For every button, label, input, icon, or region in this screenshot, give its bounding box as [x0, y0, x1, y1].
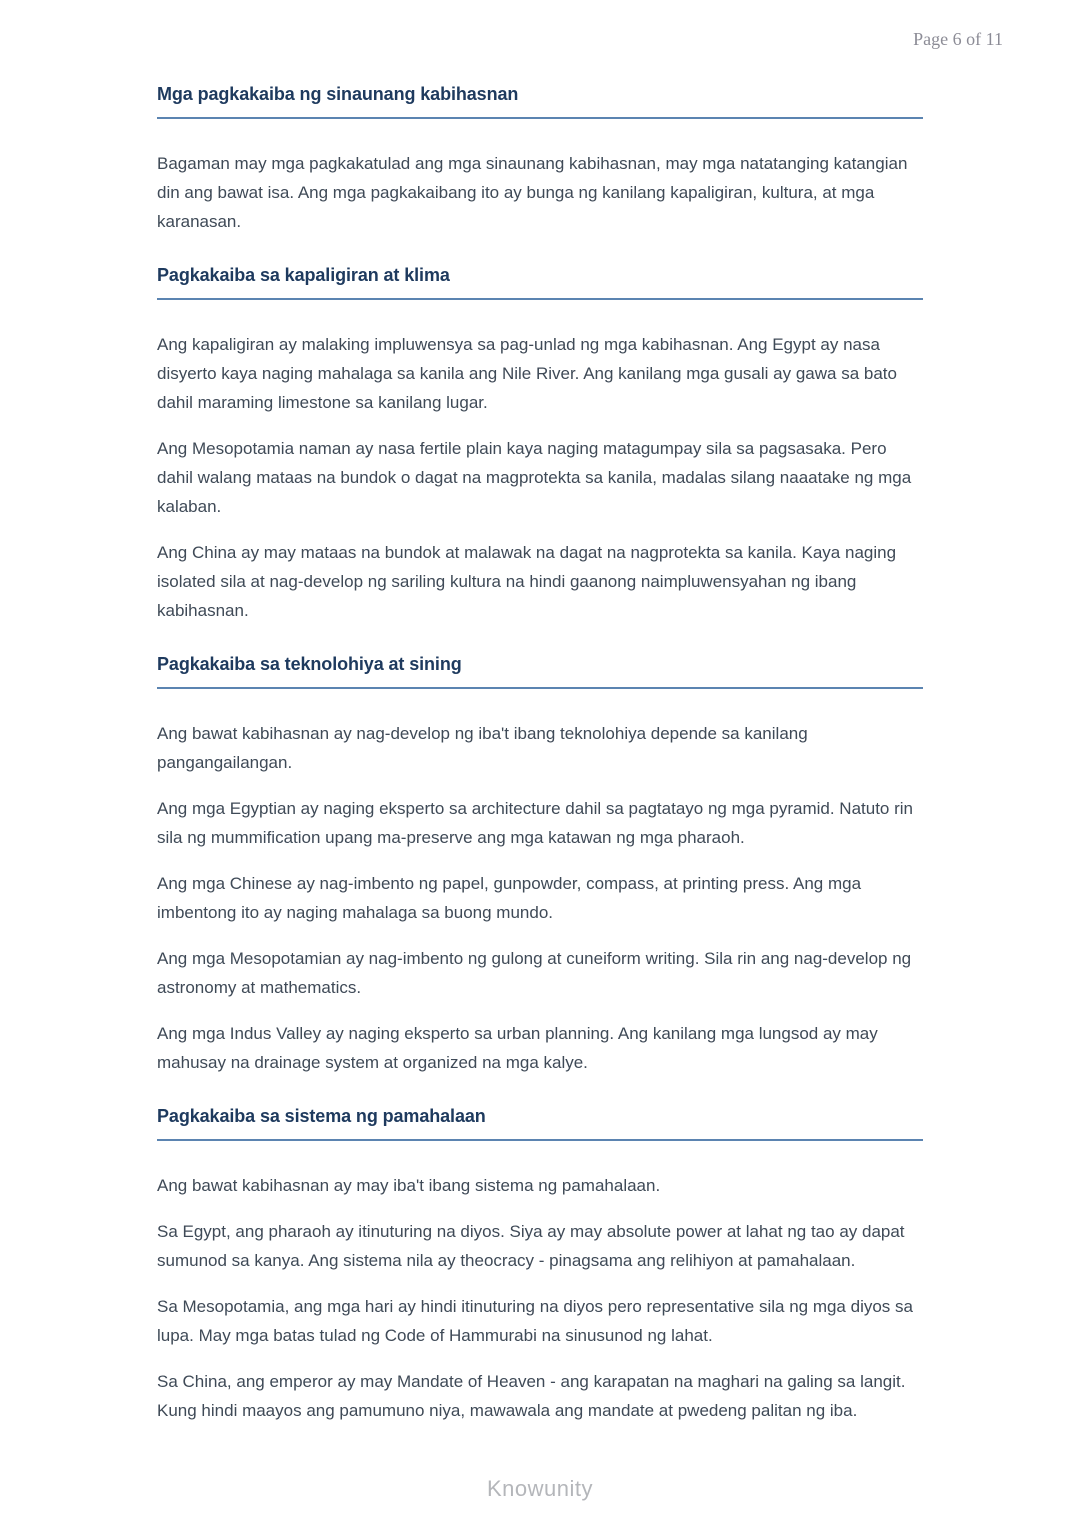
paragraph: Ang Mesopotamia naman ay nasa fertile plain kaya naging matagumpay sila sa pagsasaka. Pero dahil walang mataas na bundok o dagat na magprotekta sa kanila, madalas silang naaatake ng mga kalaban.: [157, 439, 912, 516]
page-number: Page 6 of 11: [913, 29, 1003, 49]
paragraph: Ang bawat kabihasnan ay nag-develop ng iba't ibang teknolohiya depende sa kanilang pangangailangan.: [157, 724, 808, 772]
paragraph: Ang mga Egyptian ay naging eksperto sa architecture dahil sa pagtatayo ng mga pyramid. Natuto rin sila ng mummification upang ma-preserve ang mga katawan ng mga pharaoh.: [157, 799, 913, 847]
section-divider: [157, 687, 923, 689]
section-divider: [157, 1139, 923, 1141]
paragraph: Ang kapaligiran ay malaking impluwensya sa pag-unlad ng mga kabihasnan. Ang Egypt ay nasa disyerto kaya naging mahalaga sa kanila ang Nile River. Ang kanilang mga gusali ay gawa sa bato dahil maraming limestone sa kanilang lugar.: [157, 335, 897, 412]
section-environment-climate: [157, 265, 923, 625]
paragraph: Sa Egypt, ang pharaoh ay itinuturing na diyos. Siya ay may absolute power at lahat ng tao ay dapat sumunod sa kanya. Ang sistema nila ay theocracy - pinagsama ang relihiyon at pamahalaan.: [157, 1222, 905, 1270]
paragraph: Sa Mesopotamia, ang mga hari ay hindi itinuturing na diyos pero representative sila ng mga diyos sa lupa. May mga batas tulad ng Code of Hammurabi na sinusunod ng lahat.: [157, 1297, 913, 1345]
section-technology-arts: [157, 654, 923, 1077]
footer-brand: Knowunity: [486, 1476, 593, 1501]
section-heading: Mga pagkakaiba ng sinaunang kabihasnan: [157, 84, 519, 104]
content: [157, 0, 923, 1454]
section-heading: Pagkakaiba sa kapaligiran at klima: [157, 265, 450, 285]
paragraph: Ang mga Indus Valley ay naging eksperto sa urban planning. Ang kanilang mga lungsod ay may mahusay na drainage system at organized na mga kalye.: [157, 1024, 878, 1072]
section-differences-overview: [157, 84, 923, 236]
section-divider: [157, 298, 923, 300]
paragraph: Ang mga Chinese ay nag-imbento ng papel, gunpowder, compass, at printing press. Ang mga imbentong ito ay naging mahalaga sa buong mundo.: [157, 874, 862, 922]
section-government-systems: [157, 1106, 923, 1425]
section-divider: [157, 117, 923, 119]
paragraph: Ang China ay may mataas na bundok at malawak na dagat na nagprotekta sa kanila. Kaya naging isolated sila at nag-develop ng sariling kultura na hindi gaanong naimpluwensyahan ng ibang kabihasnan.: [157, 543, 897, 620]
paragraph: Bagaman may mga pagkakatulad ang mga sinaunang kabihasnan, may mga natatanging katangian din ang bawat isa. Ang mga pagkakaibang ito ay bunga ng kanilang kapaligiran, kultura, at mga karanasan.: [157, 154, 908, 231]
paragraph: Sa China, ang emperor ay may Mandate of Heaven - ang karapatan na maghari na galing sa langit. Kung hindi maayos ang pamumuno niya, mawawala ang mandate at pwedeng palitan ng iba.: [157, 1372, 906, 1420]
paragraph: Ang bawat kabihasnan ay may iba't ibang sistema ng pamahalaan.: [157, 1176, 661, 1195]
footer: [0, 1476, 1080, 1502]
paragraph: Ang mga Mesopotamian ay nag-imbento ng gulong at cuneiform writing. Sila rin ang nag-develop ng astronomy at mathematics.: [157, 949, 912, 997]
section-heading: Pagkakaiba sa sistema ng pamahalaan: [157, 1106, 486, 1126]
section-heading: Pagkakaiba sa teknolohiya at sining: [157, 654, 462, 674]
